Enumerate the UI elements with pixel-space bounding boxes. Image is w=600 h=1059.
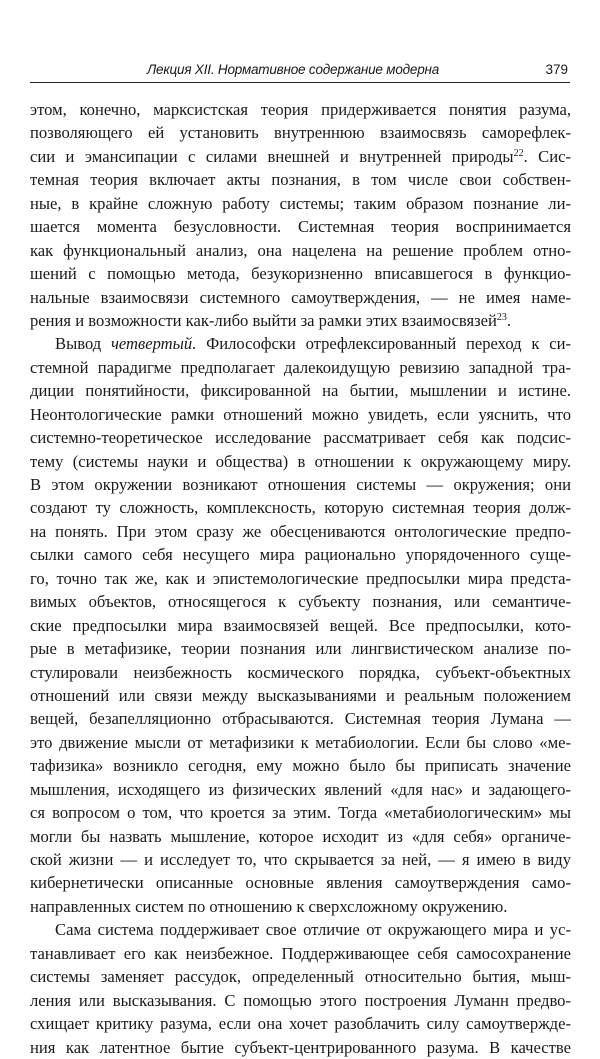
text-line: кибернетически описанные основные явления самоутверждения само- xyxy=(30,873,571,893)
text-line: ской жизни — и исследует то, что скрывается за ней, — я имею в виду xyxy=(30,850,571,869)
text-line: тему (системы науки и общества) в отношении к окружающему миру. xyxy=(30,451,571,471)
text-line: шений с помощью метода, безукоризненно вписавшегося в функцио- xyxy=(30,264,571,284)
text-line: тафизика» возникло сегодня, ему можно было бы приписать значение xyxy=(30,756,571,776)
text-line: ся вопросом о том, что кроется за этим. Тогда «метабиологическим» мы xyxy=(30,803,571,823)
text-run: сии и эмансипации с силами внешней и внутренней природы xyxy=(30,146,514,166)
text-line: системы заменяет рассудок, определенный относительно бытия, мыш- xyxy=(30,967,571,987)
text-line: Сама система поддерживает свое отличие от окружающего мира и ус- xyxy=(55,920,571,940)
text-line: системно-теоретическое исследование рассматривает себя как подсис- xyxy=(30,428,571,448)
text-line: нальные взаимосвязи системного самоутверждения, — не имея наме- xyxy=(30,287,571,307)
text-line xyxy=(30,309,571,332)
text-line: ления или высказывания. С помощью этого построения Луманн предво- xyxy=(30,990,571,1010)
text-line: шается момента безусловности. Системная теория воспринимается xyxy=(30,217,571,237)
text-line: танавливает его как неизбежное. Поддерживающее себя самосохранение xyxy=(30,943,571,963)
text-line: стулировали неизбежность космического порядка, субъект-объектных xyxy=(30,662,571,682)
running-title: Лекция XII. Нормативное содержание модерна xyxy=(147,62,440,77)
text-line: схищает критику разума, если она хочет разоблачить силу самоутвержде- xyxy=(30,1014,571,1034)
text-line: темная теория включает акты познания, в том числе свои собствен- xyxy=(30,170,571,190)
page-header xyxy=(30,60,570,83)
text-line: это движение мысли от метафизики к метабиологии. Если бы слово «ме- xyxy=(30,732,571,752)
text-line: диции понятийности, фиксированной на бытии, мышлении и истине. xyxy=(30,381,571,401)
text-line: позволяющего ей установить внутреннюю взаимосвязь саморефлек- xyxy=(30,123,571,143)
text-line: рые в метафизике, теории познания или лингвистическом анализе по- xyxy=(30,639,571,659)
text-line: отношений или связи между высказываниями и реальным положением xyxy=(30,685,571,705)
text-line: В этом окружении возникают отношения системы — окружения; они xyxy=(30,475,571,494)
text-run: рения и возможности как-либо выйти за рамки этих взаимосвязей xyxy=(30,310,497,330)
body-text xyxy=(30,98,571,1059)
text-line: этом, конечно, марксистская теория придерживается понятия разума, xyxy=(30,100,571,119)
text-line: вещей, безапелляционно отбрасываются. Системная теория Лумана — xyxy=(30,709,571,729)
text-line: стемной парадигме предполагает далекоидущую ревизию западной тра- xyxy=(30,357,571,377)
text-line: мышления, исходящего из физических явлений «для нас» и задающего- xyxy=(30,779,571,799)
text-line: могли бы назвать мышление, которое исходит из «для себя» органиче- xyxy=(30,826,571,846)
text-line: вимых объектов, относящегося к субъекту познания, или семантиче- xyxy=(30,592,571,612)
text-line: сии и эмансипации с силами внешней и внутренней природы$^{22}$. Сис- xyxy=(30,146,571,166)
text-line: го, точно так же, как и эпистемологические предпосылки мира предста- xyxy=(30,568,571,588)
text-run: Вывод xyxy=(55,334,111,354)
page-number: 379 xyxy=(545,62,568,77)
text-line: ные, в крайне сложную работу системы; таким образом познание ли- xyxy=(30,193,571,213)
text-run: Сис- xyxy=(538,146,571,166)
text-line: ния как латентное бытие субъект-центрированного разума. В качестве xyxy=(30,1037,571,1057)
text-line: направленных систем по отношению к сверхсложному окружению. xyxy=(30,896,508,916)
text-line: на понять. При этом сразу же обесцениваются онтологические предпо- xyxy=(30,521,571,541)
emphasis: четвертый. xyxy=(110,334,197,354)
text-line xyxy=(30,332,571,355)
text-run: Философски отрефлексированный переход к си- xyxy=(196,334,571,354)
text-line: создают ту сложность, комплексность, которую системная теория долж- xyxy=(30,498,571,518)
text-line: ские предпосылки мира взаимосвязей вещей. Все предпосылки, кото- xyxy=(30,615,571,635)
text-line: сылки самого себя несущего мира рационально упорядоченного суще- xyxy=(30,545,571,565)
text-line: Неонтологические рамки отношений можно увидеть, если уяснить, что xyxy=(30,404,571,424)
footnote-ref-22: 22 xyxy=(513,147,524,159)
text-run: . xyxy=(506,310,512,330)
footnote-ref-23: 23 xyxy=(496,311,507,323)
text-line: как функциональный анализ, она нацелена на решение проблем отно- xyxy=(30,240,571,260)
